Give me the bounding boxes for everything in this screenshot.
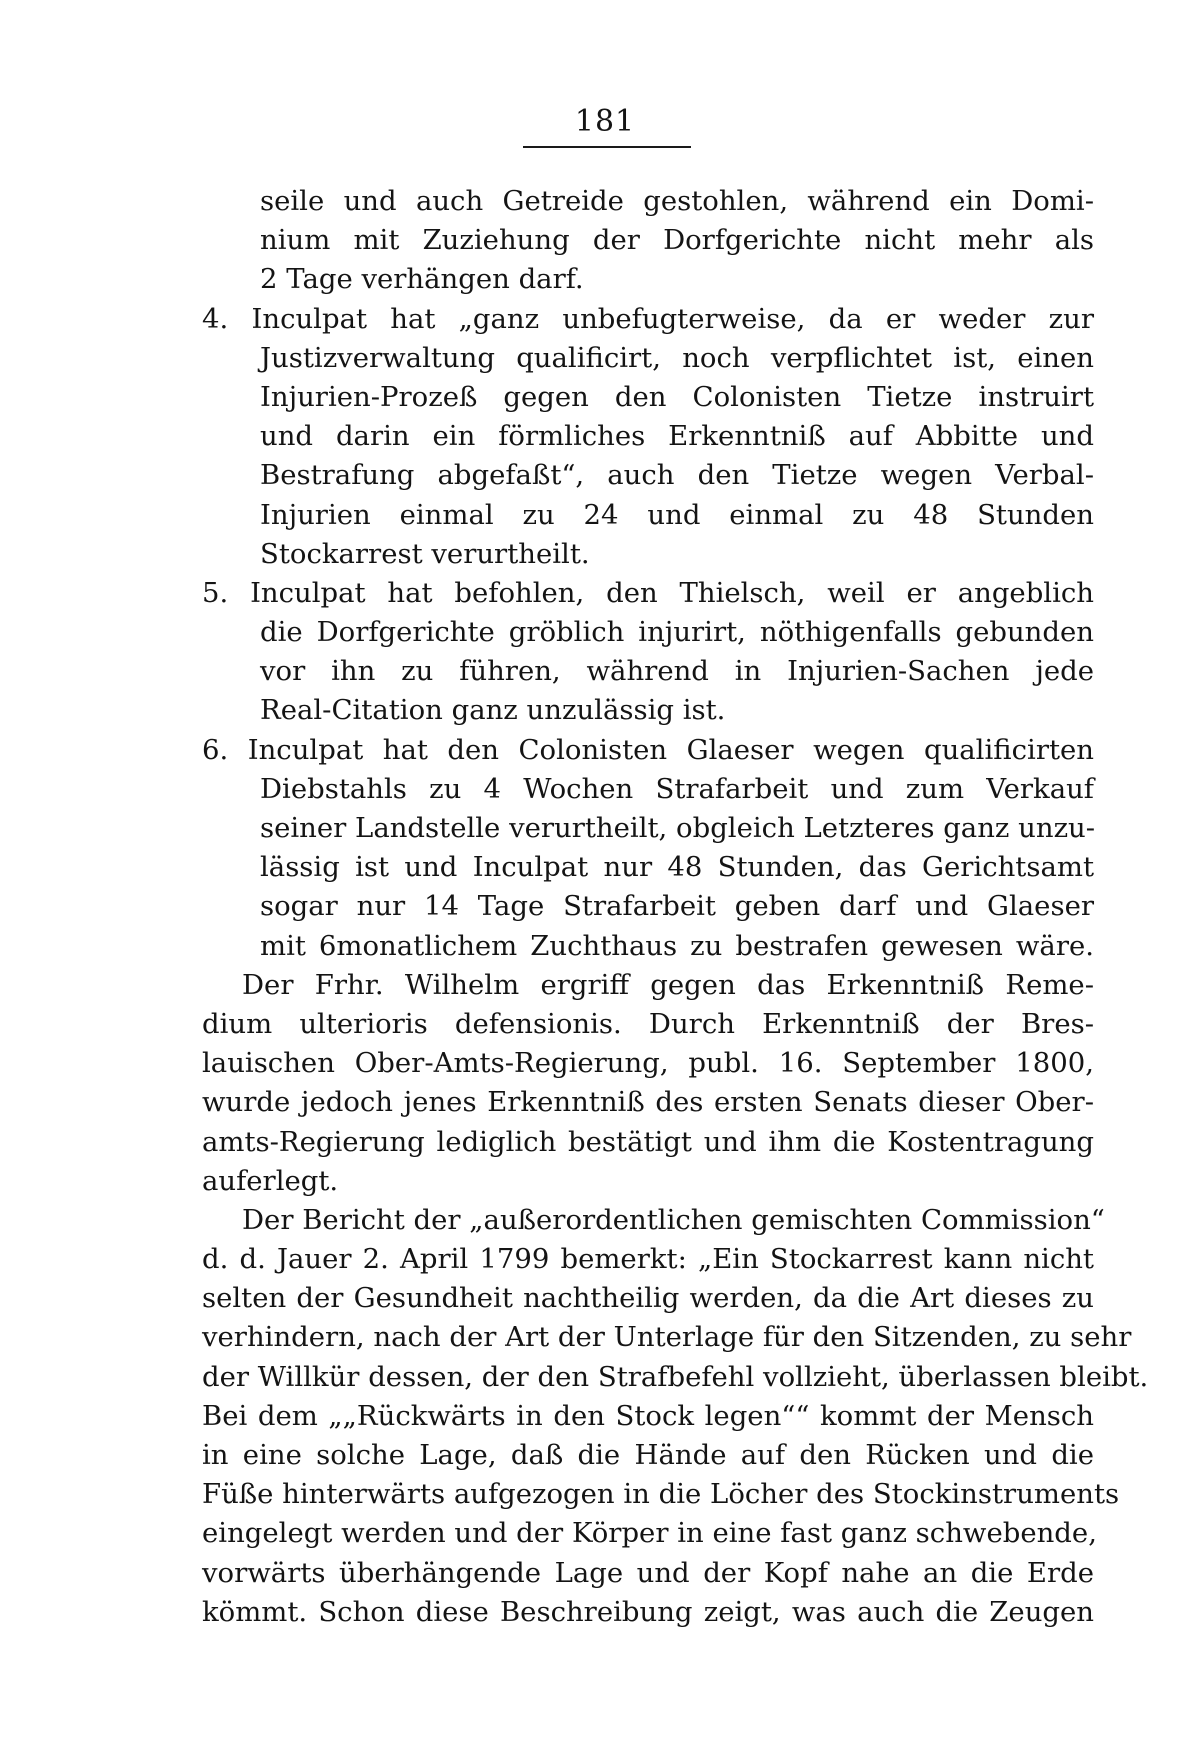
- text-line: und darin ein förmliches Erkenntniß auf Abbitte und: [260, 420, 1094, 453]
- page-number: 181: [574, 104, 636, 139]
- text-line: auferlegt.: [202, 1164, 339, 1197]
- text-line: der Willkür dessen, der den Strafbefehl vollzieht, überlassen bleibt.: [202, 1360, 1149, 1393]
- text-line: mit 6monatlichem Zuchthaus zu bestrafen gewesen wäre.: [260, 929, 1094, 962]
- text-line: kömmt. Schon diese Beschreibung zeigt, was auch die Zeugen: [202, 1595, 1094, 1628]
- text-line: dium ulterioris defensionis. Durch Erkenntniß der Bres-: [202, 1007, 1094, 1040]
- text-line: die Dorfgerichte gröblich injurirt, nöthigenfalls gebunden: [260, 616, 1094, 649]
- text-line: Bestrafung abgefaßt“, auch den Tietze wegen Verbal-: [260, 459, 1094, 492]
- text-line: Bei dem „„Rückwärts in den Stock legen““ kommt der Mensch: [202, 1399, 1094, 1432]
- text-line: lässig ist und Inculpat nur 48 Stunden, das Gerichtsamt: [260, 851, 1094, 884]
- text-line: vorwärts überhängende Lage und der Kopf nahe an die Erde: [202, 1556, 1094, 1589]
- text-line: Füße hinterwärts aufgezogen in die Löcher des Stockinstruments: [202, 1478, 1120, 1511]
- text-line: eingelegt werden und der Körper in eine fast ganz schwebende,: [202, 1517, 1097, 1550]
- text-line: seiner Landstelle verurtheilt, obgleich Letzteres ganz unzu-: [260, 812, 1096, 844]
- list-item-4-line: 4. Inculpat hat „ganz unbefugterweise, da er weder zur: [202, 302, 1094, 335]
- text-line: selten der Gesundheit nachtheilig werden, da die Art dieses zu: [202, 1282, 1094, 1315]
- paragraph-first-line: Der Bericht der „außerordentlichen gemischten Commission“: [242, 1203, 1105, 1236]
- text-line: nium mit Zuziehung der Dorfgerichte nicht mehr als: [260, 224, 1094, 257]
- text-line: Justizverwaltung qualificirt, noch verpflichtet ist, einen: [260, 341, 1094, 374]
- text-line: amts-Regierung lediglich bestätigt und ihm die Kostentragung: [202, 1125, 1094, 1158]
- text-line: verhindern, nach der Art der Unterlage für den Sitzenden, zu sehr: [202, 1321, 1132, 1354]
- list-item-5-line: 5. Inculpat hat befohlen, den Thielsch, weil er angeblich: [202, 576, 1094, 609]
- text-line: seile und auch Getreide gestohlen, während ein Domi-: [260, 185, 1094, 217]
- list-item-6-line: 6. Inculpat hat den Colonisten Glaeser wegen qualificirten: [202, 733, 1094, 766]
- paragraph-first-line: Der Frhr. Wilhelm ergriff gegen das Erkenntniß Reme-: [242, 968, 1094, 1001]
- text-line: Stockarrest verurtheilt.: [260, 537, 590, 570]
- text-line: in eine solche Lage, daß die Hände auf den Rücken und die: [202, 1439, 1094, 1471]
- text-line: 2 Tage verhängen darf.: [260, 263, 584, 296]
- header-rule: [523, 146, 691, 148]
- text-line: sogar nur 14 Tage Strafarbeit geben darf und Glaeser: [260, 890, 1094, 923]
- text-line: lauischen Ober-Amts-Regierung, publ. 16. September 1800,: [202, 1047, 1094, 1080]
- text-line: Real-Citation ganz unzulässig ist.: [260, 694, 726, 727]
- text-line: d. d. Jauer 2. April 1799 bemerkt: „Ein Stockarrest kann nicht: [202, 1243, 1094, 1276]
- text-line: Diebstahls zu 4 Wochen Strafarbeit und zum Verkauf: [260, 772, 1094, 805]
- body-text: [202, 182, 1149, 1632]
- text-line: vor ihn zu führen, während in Injurien-Sachen jede: [260, 655, 1094, 688]
- text-line: Injurien-Prozeß gegen den Colonisten Tietze instruirt: [260, 380, 1094, 413]
- text-line: wurde jedoch jenes Erkenntniß des ersten Senats dieser Ober-: [202, 1086, 1094, 1119]
- text-line: Injurien einmal zu 24 und einmal zu 48 Stunden: [260, 498, 1094, 531]
